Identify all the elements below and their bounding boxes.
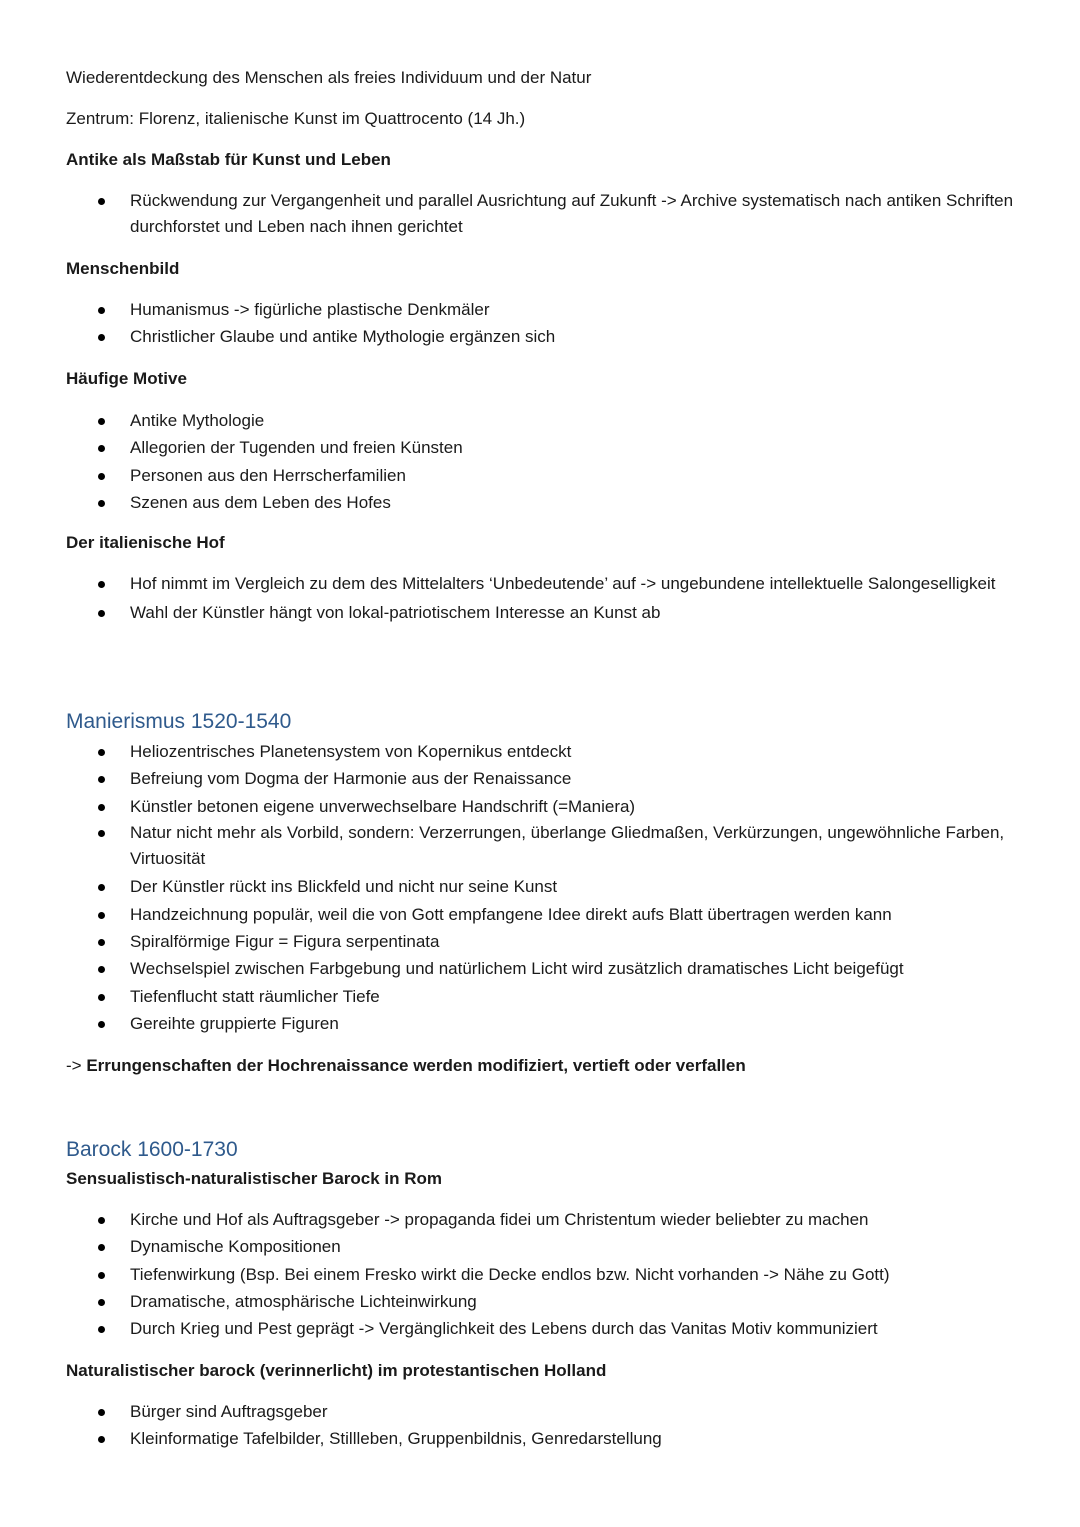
bullet-icon	[98, 830, 105, 837]
list-item: Bürger sind Auftragsgeber	[66, 1398, 1016, 1425]
section-heading-rom: Sensualistisch-naturalistischer Barock in Rom	[66, 1169, 443, 1188]
list-item: Szenen aus dem Leben des Hofes	[66, 489, 1016, 516]
section-heading-holland: Naturalistischer barock (verinnerlicht) im protestantischen Holland	[66, 1361, 607, 1380]
list-item: Wahl der Künstler hängt von lokal-patriotischem Interesse an Kunst ab	[66, 599, 1016, 626]
bullet-icon	[98, 776, 105, 783]
intro-line-1: Wiederentdeckung des Menschen als freies Individuum und der Natur	[66, 68, 592, 87]
list-hof	[66, 571, 1016, 626]
bullet-icon	[98, 581, 105, 588]
bullet-icon	[98, 1326, 105, 1333]
section-title-barock: Barock 1600-1730	[66, 1138, 238, 1161]
section-title-manierismus: Manierismus 1520-1540	[66, 710, 292, 733]
bullet-icon	[98, 1217, 105, 1224]
conclusion-text: Errungenschaften der Hochrenaissance werden modifiziert, vertieft oder verfallen	[86, 1056, 746, 1075]
bullet-icon	[98, 1409, 105, 1416]
list-motive	[66, 407, 1016, 516]
bullet-icon	[98, 307, 105, 314]
bullet-icon	[98, 445, 105, 452]
list-item: Christlicher Glaube und antike Mythologie ergänzen sich	[66, 323, 1016, 350]
bullet-icon	[98, 610, 105, 617]
list-item: Heliozentrisches Planetensystem von Kopernikus entdeckt	[66, 738, 1016, 765]
section-heading-motive: Häufige Motive	[66, 369, 187, 388]
list-item: Hof nimmt im Vergleich zu dem des Mittelalters ‘Unbedeutende’ auf -> ungebundene intellektuelle Salongeselligkeit	[66, 571, 1016, 599]
list-antike	[66, 188, 1016, 242]
list-item: Dynamische Kompositionen	[66, 1233, 1016, 1260]
bullet-icon	[98, 198, 105, 205]
bullet-icon	[98, 1244, 105, 1251]
bullet-icon	[98, 1272, 105, 1279]
list-item: Personen aus den Herrscherfamilien	[66, 462, 1016, 489]
list-item: Rückwendung zur Vergangenheit und parallel Ausrichtung auf Zukunft -> Archive systematisch nach antiken Schriften durchforstet und Leben nach ihnen gerichtet	[66, 188, 1016, 242]
list-item: Gereihte gruppierte Figuren	[66, 1010, 1016, 1037]
bullet-icon	[98, 804, 105, 811]
list-item: Künstler betonen eigene unverwechselbare Handschrift (=Maniera)	[66, 793, 1016, 820]
list-item: Durch Krieg und Pest geprägt -> Vergänglichkeit des Lebens durch das Vanitas Motiv kommuniziert	[66, 1315, 1016, 1342]
bullet-icon	[98, 334, 105, 341]
list-item: Spiralförmige Figur = Figura serpentinata	[66, 928, 1016, 955]
list-manierismus	[66, 738, 1016, 1037]
bullet-icon	[98, 473, 105, 480]
bullet-icon	[98, 1021, 105, 1028]
list-item: Tiefenwirkung (Bsp. Bei einem Fresko wirkt die Decke endlos bzw. Nicht vorhanden -> Nähe zu Gott)	[66, 1261, 1016, 1288]
bullet-icon	[98, 884, 105, 891]
list-item: Tiefenflucht statt räumlicher Tiefe	[66, 983, 1016, 1010]
list-item: Wechselspiel zwischen Farbgebung und natürlichem Licht wird zusätzlich dramatisches Licht beigefügt	[66, 955, 1016, 982]
list-item: Natur nicht mehr als Vorbild, sondern: Verzerrungen, überlange Gliedmaßen, Verkürzungen, ungewöhnliche Farben, Virtuosität	[66, 820, 1016, 874]
bullet-icon	[98, 966, 105, 973]
manierismus-conclusion	[66, 1055, 746, 1077]
list-barock-rom	[66, 1206, 1016, 1342]
list-item: Humanismus -> figürliche plastische Denkmäler	[66, 296, 1016, 323]
intro-line-2: Zentrum: Florenz, italienische Kunst im Quattrocento (14 Jh.)	[66, 109, 526, 128]
bullet-icon	[98, 500, 105, 507]
bullet-icon	[98, 1299, 105, 1306]
list-item: Kirche und Hof als Auftragsgeber -> propaganda fidei um Christentum wieder beliebter zu machen	[66, 1206, 1016, 1233]
list-item: Handzeichnung populär, weil die von Gott empfangene Idee direkt aufs Blatt übertragen werden kann	[66, 901, 1016, 928]
bullet-icon	[98, 939, 105, 946]
section-heading-menschenbild: Menschenbild	[66, 259, 180, 278]
list-item: Befreiung vom Dogma der Harmonie aus der Renaissance	[66, 765, 1016, 792]
bullet-icon	[98, 912, 105, 919]
arrow-text: ->	[66, 1056, 87, 1075]
section-heading-antike: Antike als Maßstab für Kunst und Leben	[66, 150, 391, 169]
bullet-icon	[98, 749, 105, 756]
list-item: Allegorien der Tugenden und freien Künsten	[66, 434, 1016, 461]
bullet-icon	[98, 994, 105, 1001]
list-item: Antike Mythologie	[66, 407, 1016, 434]
list-item: Dramatische, atmosphärische Lichteinwirkung	[66, 1288, 1016, 1315]
section-heading-hof: Der italienische Hof	[66, 533, 225, 552]
list-item: Der Künstler rückt ins Blickfeld und nicht nur seine Kunst	[66, 873, 1016, 900]
list-menschenbild	[66, 296, 1016, 351]
list-item: Kleinformatige Tafelbilder, Stillleben, Gruppenbildnis, Genredarstellung	[66, 1425, 1016, 1452]
bullet-icon	[98, 418, 105, 425]
bullet-icon	[98, 1436, 105, 1443]
list-barock-holland	[66, 1398, 1016, 1453]
